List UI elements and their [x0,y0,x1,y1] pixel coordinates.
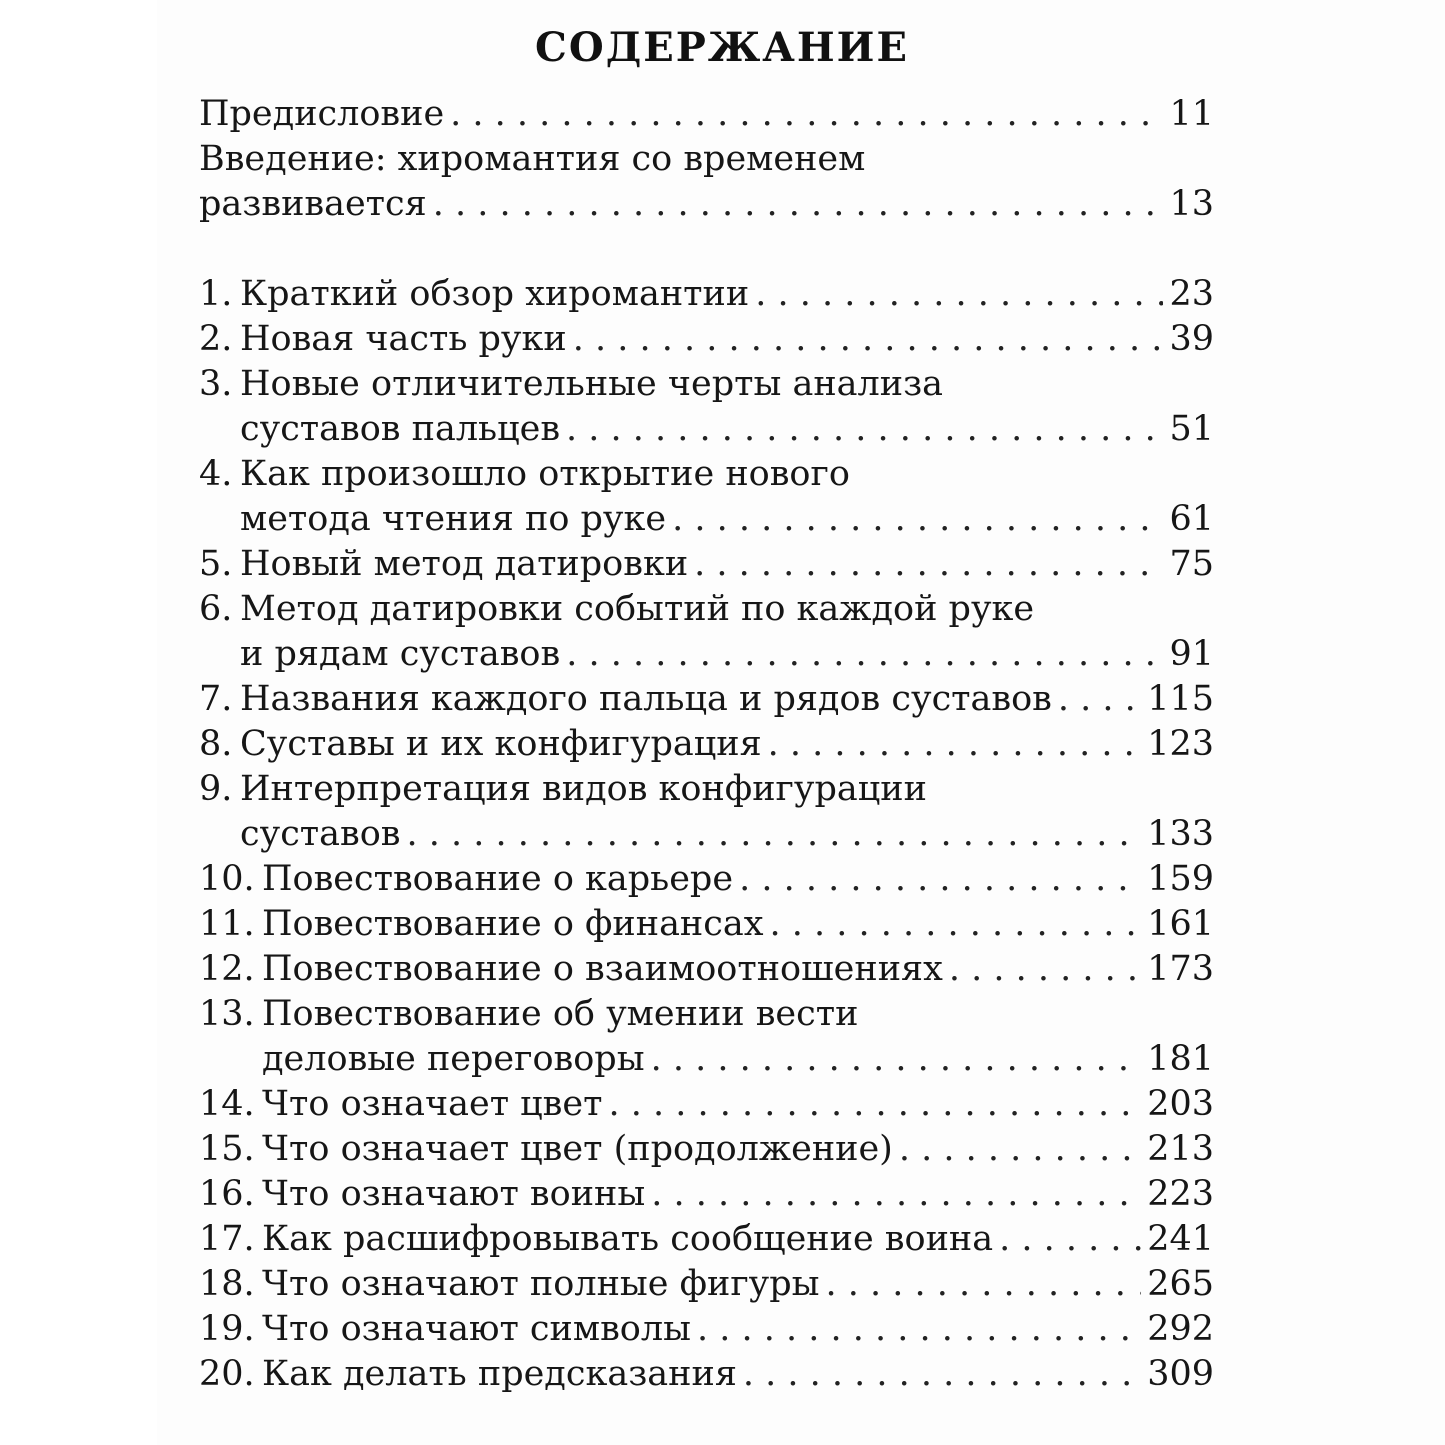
dot-leader [433,182,1164,227]
toc-page-number: 181 [1147,1039,1214,1079]
toc-entry-line [199,1262,1214,1307]
left-margin [0,0,157,1445]
dot-leader [826,1262,1142,1307]
dot-leader [949,947,1141,992]
dot-leader [672,497,1163,542]
toc-entry-title: Как расшифровывать сообщение воина [262,1219,994,1259]
dot-leader [407,812,1142,857]
dot-leader [566,632,1163,677]
toc-entry-line [199,632,1214,677]
dot-leader [769,902,1141,947]
toc-page-number: 23 [1169,274,1214,314]
dot-leader [566,407,1163,452]
toc-entry-title: Как делать предсказания [262,1354,737,1394]
toc-entry-title: Что означают воины [262,1174,646,1214]
toc-entry-title: Повествование о финансах [262,904,764,944]
toc-entry-line [199,362,1214,407]
dot-leader [608,1082,1141,1127]
toc-page-number: 11 [1169,94,1214,134]
toc-page-number: 213 [1147,1129,1214,1169]
toc-entry-line [199,767,1214,812]
toc-entry-number: 13. [199,994,255,1034]
toc-page-number: 159 [1147,859,1214,899]
toc-entry-line [199,452,1214,497]
toc-entry-title: суставов [240,814,401,854]
toc-page-number: 91 [1169,634,1214,674]
toc-entry-number: 15. [199,1129,255,1169]
section-gap [199,227,1214,272]
toc-entry-title: деловые переговоры [262,1039,645,1079]
toc-entry-title: метода чтения по руке [240,499,667,539]
toc-entry-number: 10. [199,859,255,899]
dot-leader [651,1172,1141,1217]
toc-entry-title: Метод датировки событий по каждой руке [240,589,1035,629]
toc-entry-line [199,902,1214,947]
toc-entry-line [199,407,1214,452]
dot-leader [694,542,1163,587]
toc-entry-line [199,317,1214,362]
toc-entry-line [199,137,1214,182]
toc-page-number: 173 [1147,949,1214,989]
toc-entry-title: Что означает цвет [262,1084,603,1124]
toc-entry-number: 1. [199,274,233,314]
toc-entry-title: Новые отличительные черты анализа [240,364,944,404]
toc-entry-line [199,947,1214,992]
toc-entry-number: 2. [199,319,233,359]
toc-page-number: 133 [1147,814,1214,854]
toc-entry-title: Повествование о карьере [262,859,734,899]
toc-entry-number: 16. [199,1174,255,1214]
toc-entry-line [199,992,1214,1037]
toc-page-number: 223 [1147,1174,1214,1214]
toc-page-number: 61 [1169,499,1214,539]
toc-entry-line [199,587,1214,632]
toc-page-number: 161 [1147,904,1214,944]
toc-entry-line [199,272,1214,317]
toc-page-number: 241 [1147,1219,1214,1259]
toc-entry-title: Предисловие [199,94,445,134]
toc-entry-line [199,1037,1214,1082]
toc-entry-number: 9. [199,769,233,809]
toc-page-number: 115 [1147,679,1214,719]
toc-entry-line [199,812,1214,857]
dot-leader [697,1307,1141,1352]
toc-entry-number: 14. [199,1084,255,1124]
dot-leader [768,722,1142,767]
toc-page-number: 203 [1147,1084,1214,1124]
toc-entry-number: 11. [199,904,255,944]
toc-entry-title: Введение: хиромантия со временем [199,139,866,179]
toc-entry-number: 18. [199,1264,255,1304]
table-of-contents [199,92,1214,1397]
toc-entry-line [199,722,1214,767]
toc-entry-line [199,497,1214,542]
toc-entry-number: 8. [199,724,233,764]
toc-entry-title: Новая часть руки [240,319,567,359]
toc-page-number: 51 [1169,409,1214,449]
toc-page-number: 39 [1169,319,1214,359]
dot-leader [999,1217,1141,1262]
toc-page-number: 123 [1147,724,1214,764]
toc-entry-title: Интерпретация видов конфигурации [240,769,927,809]
toc-entry-number: 20. [199,1354,255,1394]
dot-leader [755,272,1163,317]
toc-entry-title: Что означают символы [262,1309,691,1349]
toc-entry-number: 19. [199,1309,255,1349]
toc-entry-line [199,677,1214,722]
toc-entry-line [199,857,1214,902]
page-title: СОДЕРЖАНИЕ [535,24,909,71]
toc-entry-title: суставов пальцев [240,409,561,449]
toc-entry-number: 12. [199,949,255,989]
toc-entry-title: Повествование о взаимоотношениях [262,949,943,989]
dot-leader [739,857,1141,902]
dot-leader [743,1352,1141,1397]
toc-page-number: 265 [1147,1264,1214,1304]
toc-entry-title: Повествование об умении вести [262,994,859,1034]
toc-entry-title: Названия каждого пальца и рядов суставов [240,679,1052,719]
toc-page-number: 309 [1147,1354,1214,1394]
toc-entry-number: 3. [199,364,233,404]
dot-leader [450,92,1163,137]
toc-entry-title: Как произошло открытие нового [240,454,850,494]
toc-entry-line [199,182,1214,227]
toc-entry-title: и рядам суставов [240,634,561,674]
toc-entry-line [199,1127,1214,1172]
toc-entry-line [199,542,1214,587]
toc-entry-title: Краткий обзор хиромантии [240,274,750,314]
toc-entry-number: 6. [199,589,233,629]
dot-leader [573,317,1164,362]
toc-entry-line [199,1172,1214,1217]
toc-page-number: 292 [1147,1309,1214,1349]
toc-entry-line [199,1352,1214,1397]
toc-entry-title: Что означает цвет (продолжение) [262,1129,893,1169]
dot-leader [651,1037,1142,1082]
toc-entry-line [199,92,1214,137]
toc-page-number: 13 [1169,184,1214,224]
book-page [157,0,1445,1445]
toc-entry-number: 7. [199,679,233,719]
toc-entry-title: Новый метод датировки [240,544,689,584]
dot-leader [1058,677,1141,722]
toc-page-number: 75 [1169,544,1214,584]
toc-entry-line [199,1307,1214,1352]
dot-leader [899,1127,1141,1172]
toc-entry-line [199,1217,1214,1262]
toc-entry-number: 5. [199,544,233,584]
toc-entry-title: Суставы и их конфигурация [240,724,762,764]
toc-entry-number: 17. [199,1219,255,1259]
toc-entry-number: 4. [199,454,233,494]
toc-entry-line [199,1082,1214,1127]
toc-entry-title: развивается [199,184,427,224]
toc-entry-title: Что означают полные фигуры [262,1264,820,1304]
